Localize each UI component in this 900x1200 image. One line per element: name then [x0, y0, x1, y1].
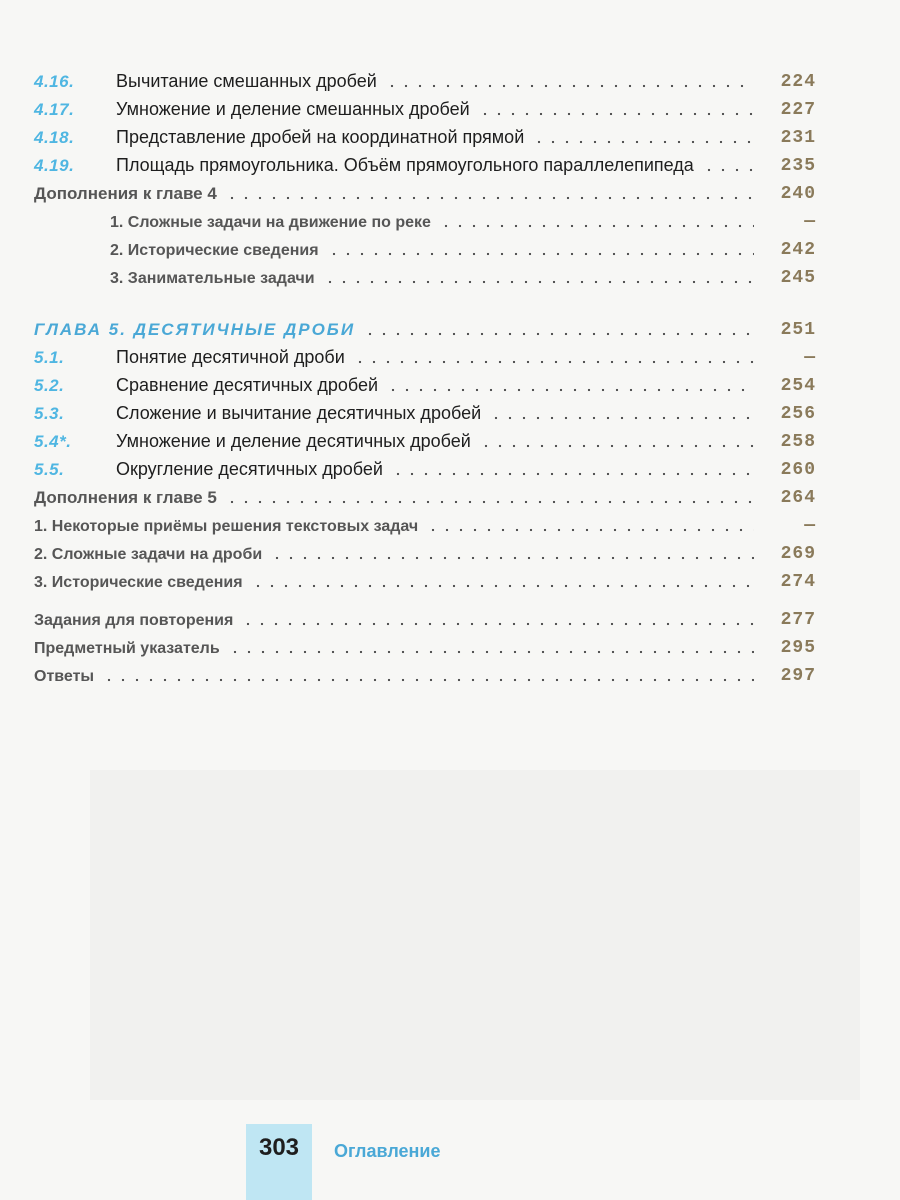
toc-leader-dots: [323, 280, 754, 284]
toc-entry-page: 245: [780, 268, 816, 288]
toc-entry-title: Умножение и деление десятичных дробей: [116, 431, 471, 451]
toc-entry-title: 2. Сложные задачи на дроби: [34, 546, 263, 563]
toc-entry-number: 4.19.: [34, 156, 75, 175]
toc-entry-title: Сложение и вычитание десятичных дробей: [116, 403, 482, 423]
toc-entry: [0, 152, 900, 178]
toc-entry-page: 254: [780, 376, 816, 396]
toc-entry: [0, 540, 900, 566]
toc-entry-number: 4.16.: [34, 72, 75, 91]
toc-entry-page: 258: [780, 432, 816, 452]
toc-entry: [0, 456, 900, 482]
toc-entry-title: Представление дробей на координатной прямой: [116, 127, 525, 147]
toc-leader-dots: [363, 332, 754, 336]
toc-entry: [0, 316, 900, 342]
toc-entry: [0, 68, 900, 94]
toc-entry-title: 2. Исторические сведения: [110, 242, 319, 259]
toc-entry-number: 4.18.: [34, 128, 75, 147]
toc-entry-page: 295: [780, 638, 816, 658]
toc-entry: [0, 372, 900, 398]
toc-leader-dots: [327, 252, 754, 256]
toc-entry-number: 5.3.: [34, 404, 65, 423]
toc-entry: [0, 96, 900, 122]
toc-entry-page: 277: [780, 610, 816, 630]
toc-leader-dots: [385, 84, 754, 88]
toc-entry: [0, 180, 900, 206]
toc-entry-page: 224: [780, 72, 816, 92]
toc-entry: [0, 124, 900, 150]
toc-entry: [0, 208, 900, 234]
toc-entry-page: 260: [780, 460, 816, 480]
bleed-through-area: [90, 770, 860, 1100]
toc-entry-title: Площадь прямоугольника. Объём прямоугольного параллелепипеда: [116, 155, 694, 175]
toc-entry-number: 5.4*.: [34, 432, 72, 451]
toc-leader-dots: [270, 556, 754, 560]
toc-leader-dots: [386, 388, 754, 392]
toc-entry-number: 4.17.: [34, 100, 75, 119]
toc-entry-page: —: [804, 516, 816, 536]
toc-entry-title: 1. Некоторые приёмы решения текстовых задач: [34, 518, 419, 535]
toc-entry-title: Понятие десятичной дроби: [116, 347, 345, 367]
toc-entry-title: Сравнение десятичных дробей: [116, 375, 379, 395]
toc-entry-page: 264: [780, 488, 816, 508]
toc-entry-page: 227: [780, 100, 816, 120]
toc-entry-title: Умножение и деление смешанных дробей: [116, 99, 470, 119]
toc-entry-page: —: [804, 212, 816, 232]
toc-entry: [0, 484, 900, 510]
toc-entry: [0, 264, 900, 290]
toc-entry-title: ГЛАВА 5. ДЕСЯТИЧНЫЕ ДРОБИ: [34, 320, 356, 339]
toc-leader-dots: [241, 622, 754, 626]
toc-entry: [0, 428, 900, 454]
toc-entry-page: 231: [780, 128, 816, 148]
toc-leader-dots: [478, 112, 754, 116]
toc-entry-title: Округление десятичных дробей: [116, 459, 383, 479]
toc-entry: [0, 236, 900, 262]
toc-entry: [0, 344, 900, 370]
toc-entry-page: —: [804, 348, 816, 368]
toc-entry: [0, 606, 900, 632]
toc-entry: [0, 662, 900, 688]
toc-entry-page: 256: [780, 404, 816, 424]
toc-entry-page: 297: [780, 666, 816, 686]
toc-entry-title: Задания для повторения: [34, 612, 234, 629]
toc-entry-number: 5.2.: [34, 376, 65, 395]
toc-leader-dots: [391, 472, 754, 476]
toc-entry-page: 240: [780, 184, 816, 204]
toc-entry: [0, 512, 900, 538]
toc-leader-dots: [225, 196, 754, 200]
toc-entry-page: 235: [780, 156, 816, 176]
toc-leader-dots: [479, 444, 754, 448]
toc-entry-title: 1. Сложные задачи на движение по реке: [110, 214, 431, 231]
toc-leader-dots: [228, 650, 754, 654]
toc-entry: [0, 634, 900, 660]
toc-entry-page: 269: [780, 544, 816, 564]
toc-leader-dots: [489, 416, 754, 420]
toc-leader-dots: [251, 584, 754, 588]
toc-leader-dots: [102, 678, 754, 682]
toc-entry-number: 5.5.: [34, 460, 65, 479]
toc-entry-title: Ответы: [34, 668, 95, 685]
toc-entry-page: 274: [780, 572, 816, 592]
page-number: 303: [258, 1134, 300, 1161]
toc-leader-dots: [702, 168, 754, 172]
toc-leader-dots: [426, 528, 754, 532]
toc-entry-title: Дополнения к главе 5: [34, 488, 217, 507]
toc-entry-title: 3. Занимательные задачи: [110, 270, 315, 287]
toc-entry-number: 5.1.: [34, 348, 65, 367]
toc-leader-dots: [225, 500, 754, 504]
toc-leader-dots: [439, 224, 754, 228]
toc-leader-dots: [353, 360, 754, 364]
toc-entry-page: 242: [780, 240, 816, 260]
toc-entry-title: Предметный указатель: [34, 640, 220, 657]
footer-section-label: Оглавление: [334, 1141, 441, 1161]
toc-entry-title: Дополнения к главе 4: [34, 184, 217, 203]
toc-leader-dots: [532, 140, 754, 144]
toc-entry: [0, 568, 900, 594]
toc-entry-title: 3. Исторические сведения: [34, 574, 243, 591]
toc-entry-title: Вычитание смешанных дробей: [116, 71, 377, 91]
toc-entry-page: 251: [780, 320, 816, 340]
toc-entry: [0, 400, 900, 426]
